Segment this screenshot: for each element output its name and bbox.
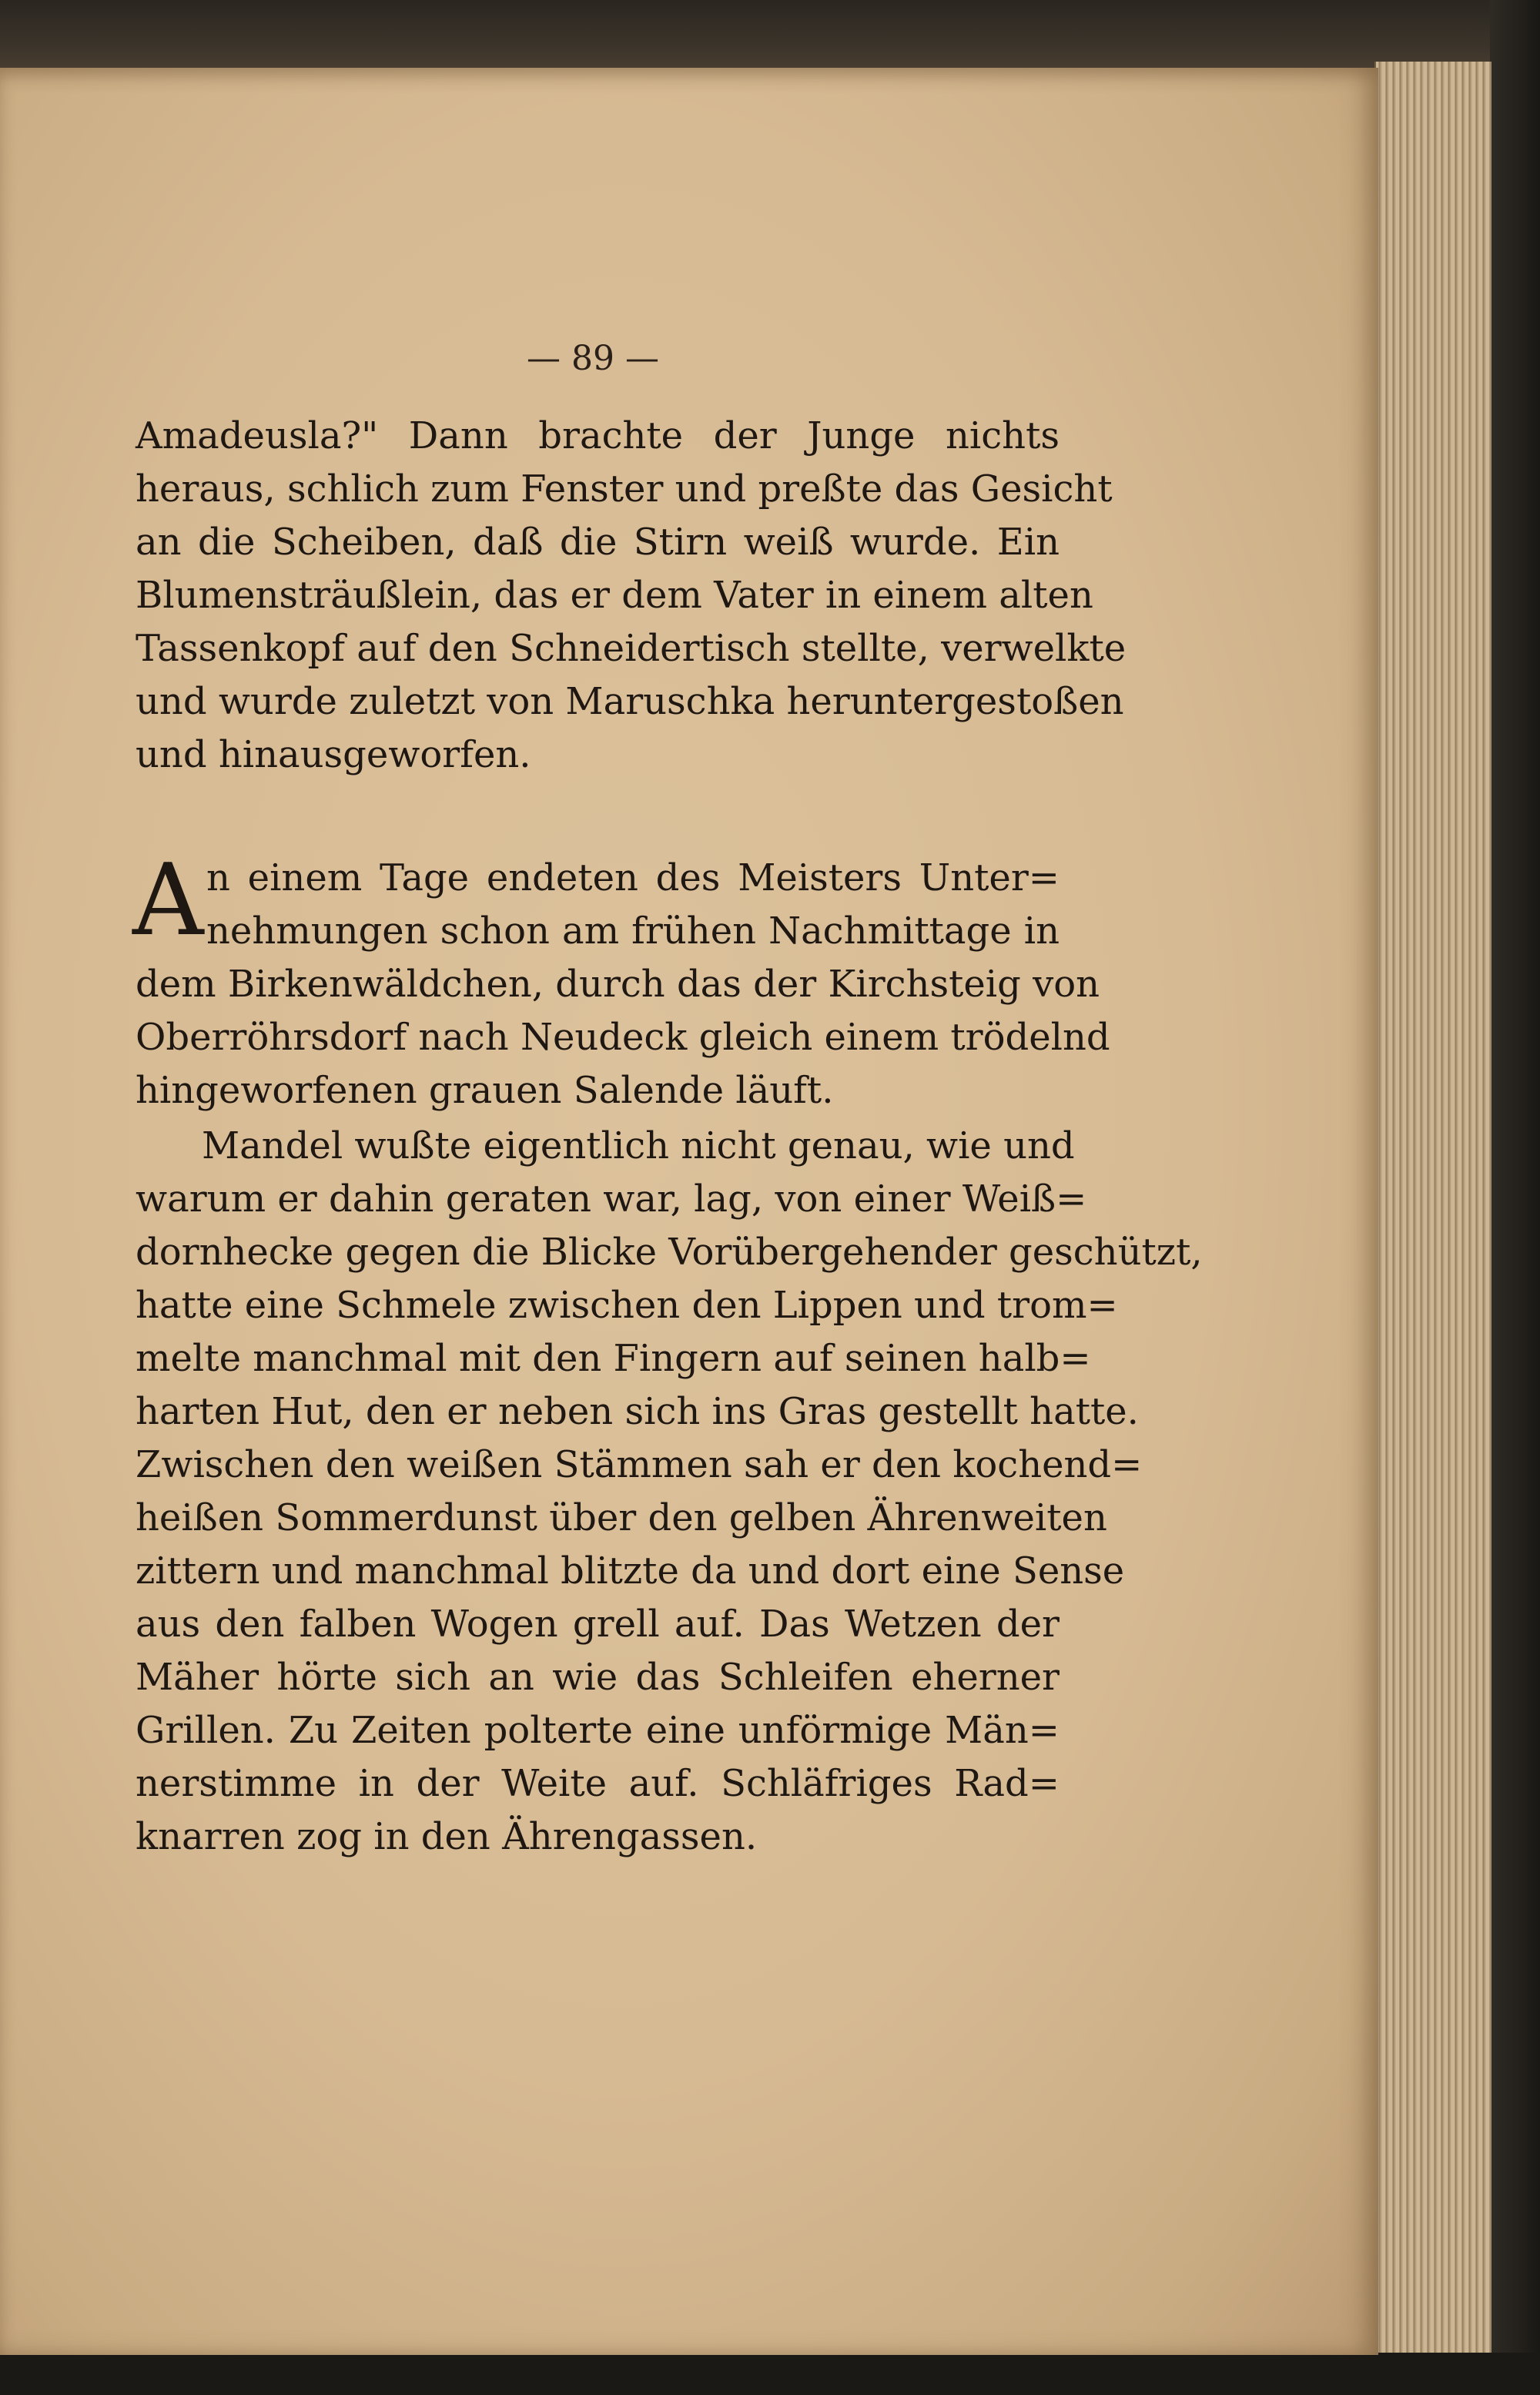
text-line: warum er dahin geraten war, lag, von einer Weiß=: [136, 1177, 1087, 1221]
paragraph-2-indented: [206, 852, 1060, 958]
drop-cap-initial: A: [132, 843, 204, 958]
text-line: Mäher hörte sich an wie das Schleifen eherner: [136, 1656, 1060, 1699]
text-line: dem Birkenwäldchen, durch das der Kirchsteig von: [136, 963, 1100, 1006]
book-cover-top: [0, 0, 1540, 73]
text-line: heraus, schlich zum Fenster und preßte das Gesicht: [136, 467, 1113, 511]
text-line: heißen Sommerdunst über den gelben Ährenweiten: [136, 1496, 1107, 1539]
text-line: Amadeusla?" Dann brachte der Junge nichts: [136, 414, 1060, 457]
text-line: Mandel wußte eigentlich nicht genau, wie und: [202, 1124, 1075, 1167]
text-line: nehmungen schon am frühen Nachmittage in: [206, 909, 1060, 953]
paragraph-2: [136, 958, 1110, 1117]
text-line: hingeworfenen grauen Salende läuft.: [136, 1069, 834, 1112]
text-line: nerstimme in der Weite auf. Schläfriges Rad=: [136, 1762, 1060, 1805]
text-line: zittern und manchmal blitzte da und dort eine Sense: [136, 1549, 1125, 1593]
page-edges: [1374, 62, 1491, 2353]
book-cover-bottom: [0, 2353, 1540, 2395]
paragraph-1: [136, 410, 1127, 782]
text-line: Tassenkopf auf den Schneidertisch stellte, verwelkte: [136, 627, 1127, 670]
text-line: und hinausgeworfen.: [136, 733, 531, 776]
page-number: — 89 —: [527, 339, 659, 378]
text-line: und wurde zuletzt von Maruschka heruntergestoßen: [136, 680, 1124, 723]
text-line: aus den falben Wogen grell auf. Das Wetzen der: [136, 1603, 1060, 1646]
text-line: n einem Tage endeten des Meisters Unter=: [206, 856, 1060, 899]
text-line: Zwischen den weißen Stämmen sah er den kochend=: [136, 1443, 1143, 1486]
text-line: hatte eine Schmele zwischen den Lippen und trom=: [136, 1284, 1118, 1327]
text-line: Blumensträußlein, das er dem Vater in einem alten: [136, 574, 1093, 617]
paragraph-3: [136, 1173, 1203, 1864]
text-line: knarren zog in den Ährengassen.: [136, 1815, 758, 1858]
text-line: dornhecke gegen die Blicke Vorübergehender geschützt,: [136, 1231, 1203, 1274]
paragraph-3-first-line: [202, 1120, 1075, 1173]
text-line: harten Hut, den er neben sich ins Gras gestellt hatte.: [136, 1390, 1139, 1433]
text-line: Oberröhrsdorf nach Neudeck gleich einem trödelnd: [136, 1016, 1110, 1059]
book-cover-right: [1490, 0, 1540, 2395]
text-line: Grillen. Zu Zeiten polterte eine unförmige Män=: [136, 1709, 1060, 1752]
text-line: melte manchmal mit den Fingern auf seinen halb=: [136, 1337, 1091, 1380]
text-line: an die Scheiben, daß die Stirn weiß wurde. Ein: [136, 521, 1060, 564]
